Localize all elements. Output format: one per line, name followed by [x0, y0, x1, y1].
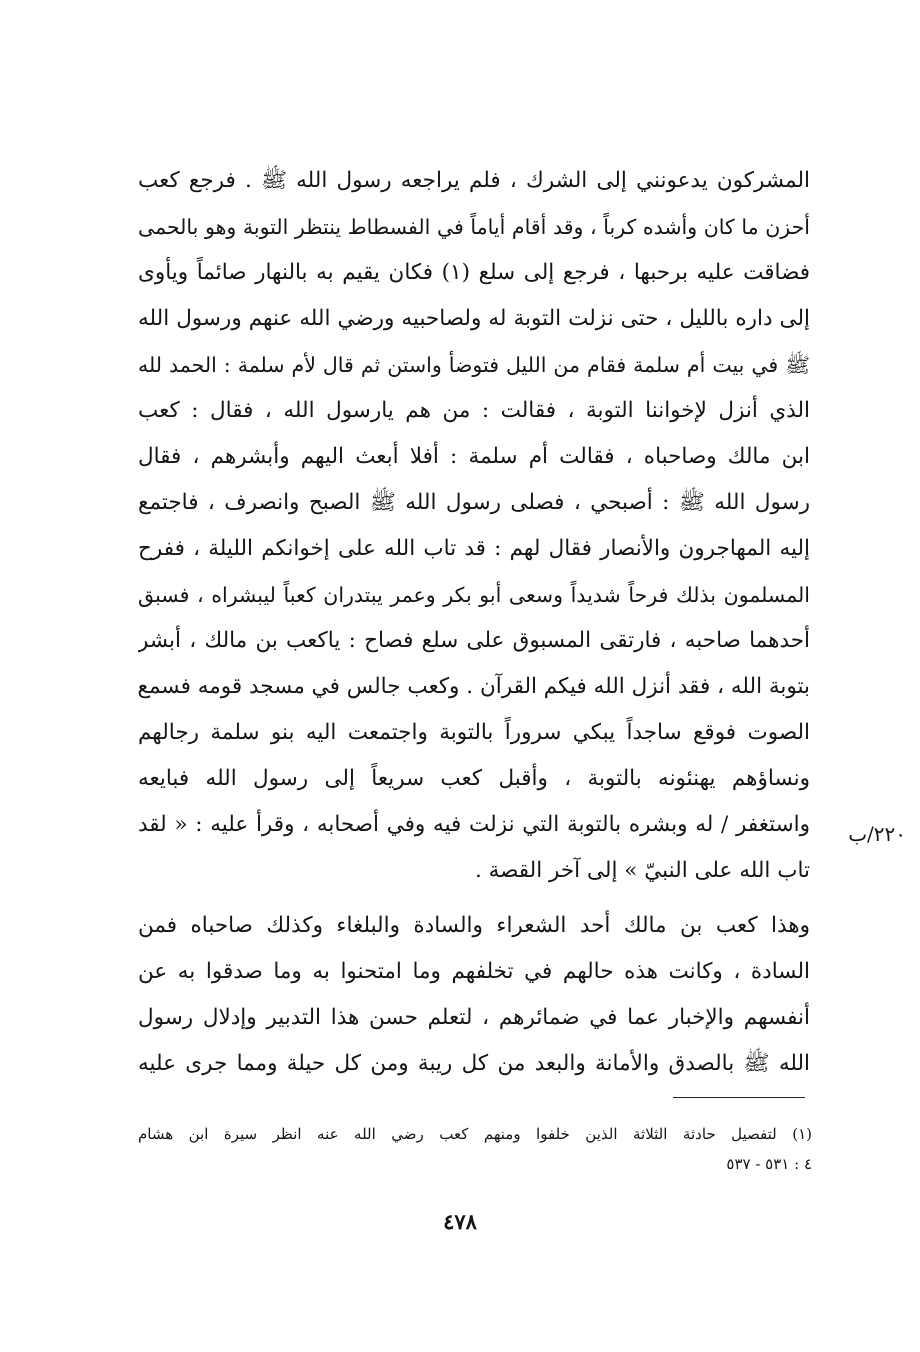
text-line: فضاقت عليه برحبها ، فرجع إلى سلع (١) فكان يقيم به بالنهار صائماً ويأوى — [138, 260, 810, 285]
text-line: وهذا كعب بن مالك أحد الشعراء والسادة والبلغاء وكذلك صاحباه فمن — [138, 913, 810, 938]
body-paragraph — [138, 158, 810, 894]
text-line: تاب الله على النبيّ » إلى آخر القصة . — [474, 858, 810, 883]
text-line: السادة ، وكانت هذه حالهم في تخلفهم وما امتحنوا به وما صدقوا به عن — [138, 959, 810, 984]
body-paragraph — [138, 903, 810, 1087]
footnote-divider — [673, 1097, 805, 1098]
page-number: ٤٧٨ — [443, 1209, 477, 1234]
text-line: الذي أنزل لإخواننا التوبة ، فقالت : من هم يارسول الله ، فقال : كعب — [138, 398, 810, 423]
text-line: واستغفر / له وبشره بالتوبة التي نزلت فيه وفي أصحابه ، وقرأ عليه : « لقد — [138, 812, 810, 837]
text-line: المشركون يدعونني إلى الشرك ، فلم يراجعه رسول الله ﷺ . فرجع كعب — [138, 168, 810, 193]
footnote — [138, 1119, 812, 1179]
text-line: الصوت فوقع ساجداً يبكي سروراً بالتوبة واجتمعت اليه بنو سلمة رجالهم — [138, 720, 810, 745]
text-line: الله ﷺ بالصدق والأمانة والبعد من كل ريبة ومن كل حيلة ومما جرى عليه — [138, 1051, 810, 1076]
text-line: إليه المهاجرون والأنصار فقال لهم : قد تاب الله على إخوانكم الليلة ، ففرح — [138, 536, 810, 561]
footnote-line: (١) لتفصيل حادثة الثلاثة الذين خلفوا ومنهم كعب رضي الله عنه انظر سيرة ابن هشام — [138, 1125, 812, 1143]
footnote-line: ٤ : ٥٣١ - ٥٣٧ — [726, 1155, 812, 1173]
text-line: المسلمون بذلك فرحاً شديداً وسعى أبو بكر وعمر يبتدران كعباً ليبشراه ، فسبق — [138, 583, 810, 607]
text-line: ونساؤهم يهنئونه بالتوبة ، وأقبل كعب سريعاً إلى رسول الله فبايعه — [138, 766, 810, 791]
text-line: ﷺ في بيت أم سلمة فقام من الليل فتوضأ واستن ثم قال لأم سلمة : الحمد لله — [138, 353, 810, 377]
text-line: أحزن ما كان وأشده كرباً ، وقد أقام أياماً في الفسطاط ينتظر التوبة وهو بالحمى — [138, 215, 810, 239]
text-line: أحدهما صاحبه ، فارتقى المسبوق على سلع فصاح : ياكعب بن مالك ، أبشر — [138, 628, 810, 653]
text-line: رسول الله ﷺ : أصبحي ، فصلى رسول الله ﷺ الصبح وانصرف ، فاجتمع — [138, 490, 810, 515]
text-line: إلى داره بالليل ، حتى نزلت التوبة له ولصاحبيه ورضي الله عنهم ورسول الله — [138, 306, 810, 331]
text-line: بتوبة الله ، فقد أنزل الله فيكم القرآن . وكعب جالس في مسجد قومه فسمع — [138, 674, 810, 699]
margin-folio-note: ٢٢٠/ب — [848, 822, 906, 846]
text-line: أنفسهم والإخبار عما في ضمائرهم ، لتعلم حسن هذا التدبير وإدلال رسول — [138, 1005, 810, 1030]
text-line: ابن مالك وصاحباه ، فقالت أم سلمة : أفلا أبعث اليهم وأبشرهم ، فقال — [138, 444, 810, 469]
